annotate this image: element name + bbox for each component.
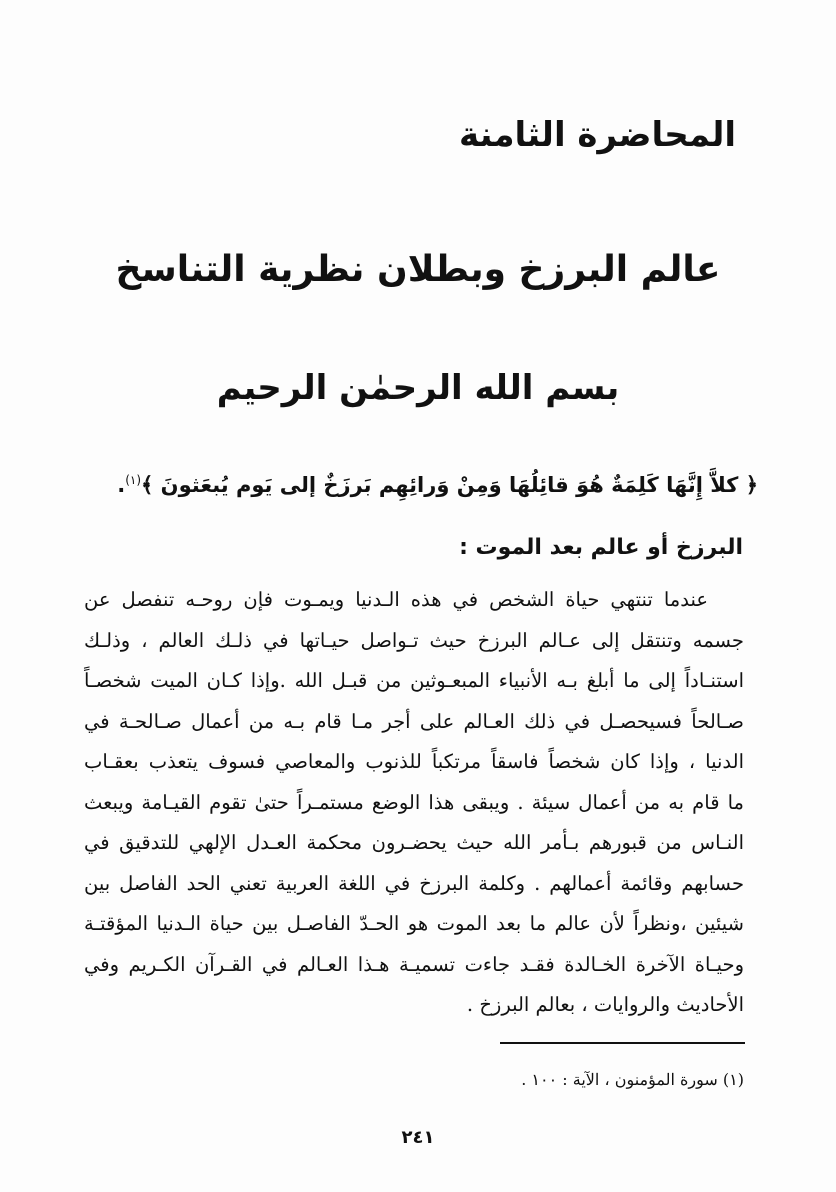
body-line: حسابهم وقائمة أعمالهم . وكلمة البرزخ في اللغة العربية تعني الحد الفاصل بين — [84, 871, 744, 895]
body-line: وحيـاة الآخرة الخـالدة فقـد جاءت تسميـة هـذا العـالم في القـرآن الكـريم وفي — [84, 952, 744, 976]
body-paragraph — [84, 580, 744, 1026]
body-line: الدنيا ، وإذا كان شخصاً فاسقاً مرتكباً للذنوب والمعاصي فسوف يتعذب بعقـاب — [84, 750, 744, 773]
body-line: ما قام به من أعمال سيئة . ويبقى هذا الوضع مستمـراً حتىٰ تقوم القيـامة ويبعث — [84, 790, 744, 814]
footnote-divider — [500, 1042, 745, 1044]
lecture-label: المحاضرة الثامنة — [458, 115, 736, 155]
body-line: استنـاداً إلى ما أبلغ بـه الأنبياء المبعـوثين من قبـل الله .وإذا كـان الميت شخصـاً — [84, 669, 744, 692]
body-line: النـاس من قبورهم بـأمر الله حيث يحضـرون محكمة العـدل الإلهي للتدقيق في — [84, 831, 744, 854]
page-number: ٢٤١ — [401, 1127, 435, 1148]
body-line: عندما تنتهي حياة الشخص في هذه الـدنيا ويمـوت فإن روحـه تنفصل عن — [84, 588, 708, 611]
quran-verse — [117, 462, 758, 503]
verse-text: كلاَّ إِنَّهَا كَلِمَةٌ هُوَ قائِلُهَا وَمِنْ وَرائِهِم بَرزَخٌ إلى يَوم يُبعَثونَ — [160, 473, 739, 497]
footnote-reference[interactable]: (١) — [125, 473, 142, 487]
body-line: شيئين ،ونظراً لأن عالم ما بعد الموت هو الحـدّ الفاصـل بين حياة الـدنيا المؤقتـة — [84, 912, 744, 935]
basmala: بسم الله الرحمٰن الرحيم — [216, 368, 620, 408]
footnote: (١) سورة المؤمنون ، الآية : ١٠٠ . — [521, 1070, 744, 1089]
verse-open-bracket: ﴿ — [745, 473, 758, 497]
chapter-title: عالم البرزخ وبطلان نظرية التناسخ — [115, 249, 721, 290]
section-heading: البرزخ أو عالم بعد الموت : — [459, 535, 743, 560]
verse-end-punctuation: . — [117, 473, 126, 497]
body-line: الأحاديث والروايات ، بعالم البرزخ . — [466, 993, 744, 1016]
verse-close-bracket: ﴾ — [141, 473, 154, 497]
body-line: جسمه وتنتقل إلى عـالم البرزخ حيث تـواصل حيـاتها في ذلـك العالم ، وذلـك — [84, 628, 744, 652]
body-line: صـالحاً فسيحصـل في ذلك العـالم على أجر مـا قام بـه من أعمال صـالحـة في — [84, 709, 744, 733]
